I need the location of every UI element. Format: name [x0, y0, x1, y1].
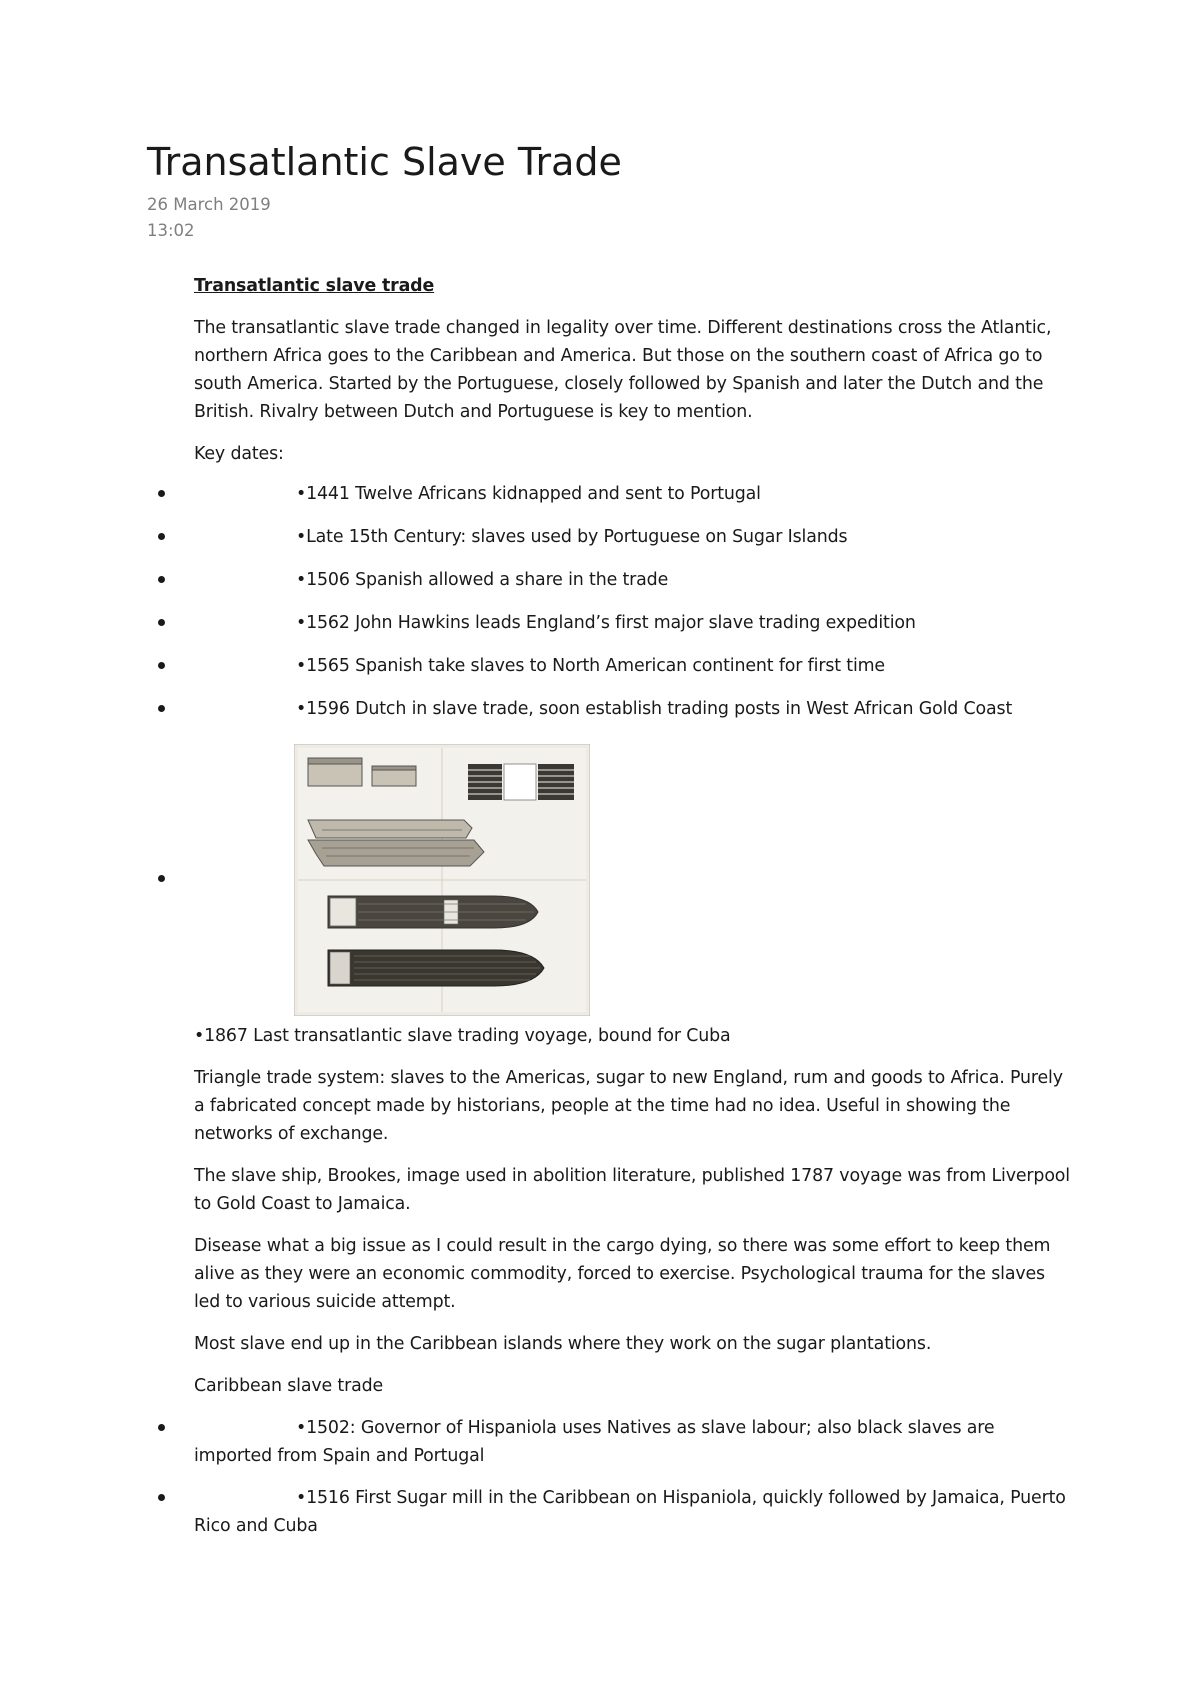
page-title: Transatlantic Slave Trade [147, 140, 622, 184]
intro-paragraph: The transatlantic slave trade changed in legality over time. Different destinations cross the Atlantic, northern Africa goes to the Caribbean and America. But those on the southern coast of Africa go to south America. Started by the Portuguese, closely followed by Spanish and later the Dutch and the British. Rivalry between Dutch and Portuguese is key to mention. [194, 318, 1052, 422]
intro-paragraph-block [194, 314, 1074, 426]
bullet-icon [158, 1494, 165, 1501]
key-date-text: •1506 Spanish allowed a share in the trade [296, 570, 669, 590]
bullet-icon [158, 705, 165, 712]
note-date: 26 March 2019 [147, 195, 271, 214]
paragraph-block [194, 1232, 1074, 1316]
paragraph-block [194, 1064, 1074, 1148]
key-date-text: •Late 15th Century: slaves used by Portuguese on Sugar Islands [296, 527, 848, 547]
caribbean-heading: Caribbean slave trade [194, 1376, 384, 1396]
paragraph-block [194, 1330, 1074, 1358]
bullet-icon [158, 533, 165, 540]
section-heading: Transatlantic slave trade [194, 276, 435, 296]
brookes-ship-diagram-image [294, 744, 590, 1016]
disease-paragraph: Disease what a big issue as I could result in the cargo dying, so there was some effort to keep them alive as they were an economic commodity, forced to exercise. Psychological trauma for the slaves led to various suicide attempt. [194, 1236, 1051, 1312]
caribbean-heading-block [194, 1372, 1074, 1400]
key-dates-label: Key dates: [194, 444, 284, 464]
bullet-icon [158, 875, 165, 882]
bullet-icon [158, 619, 165, 626]
last-voyage-block [194, 1022, 1074, 1050]
key-dates-label-block [194, 440, 1074, 468]
bullet-icon [158, 1424, 165, 1431]
caribbean-plantations-paragraph: Most slave end up in the Caribbean islands where they work on the sugar plantations. [194, 1334, 932, 1354]
paragraph-block [194, 1162, 1074, 1218]
last-voyage-text: •1867 Last transatlantic slave trading voyage, bound for Cuba [194, 1026, 731, 1046]
bullet-icon [158, 576, 165, 583]
section-heading-block [194, 272, 1074, 300]
caribbean-item-text: •1502: Governor of Hispaniola uses Natives as slave labour; also black slaves are imported from Spain and Portugal [194, 1418, 995, 1466]
brookes-ship-paragraph: The slave ship, Brookes, image used in abolition literature, published 1787 voyage was from Liverpool to Gold Coast to Jamaica. [194, 1166, 1070, 1214]
note-time: 13:02 [147, 221, 195, 240]
key-date-text: •1441 Twelve Africans kidnapped and sent to Portugal [296, 484, 761, 504]
key-date-text: •1562 John Hawkins leads England’s first major slave trading expedition [296, 613, 916, 633]
bullet-icon [158, 662, 165, 669]
caribbean-item-text: •1516 First Sugar mill in the Caribbean on Hispaniola, quickly followed by Jamaica, Puerto Rico and Cuba [194, 1488, 1066, 1536]
triangle-trade-paragraph: Triangle trade system: slaves to the Americas, sugar to new England, rum and goods to Africa. Purely a fabricated concept made by historians, people at the time had no idea. Useful in showing the networks of exchange. [194, 1068, 1063, 1144]
bullet-icon [158, 490, 165, 497]
key-date-text: •1565 Spanish take slaves to North American continent for first time [296, 656, 885, 676]
key-date-text: •1596 Dutch in slave trade, soon establish trading posts in West African Gold Coast [296, 699, 1013, 719]
